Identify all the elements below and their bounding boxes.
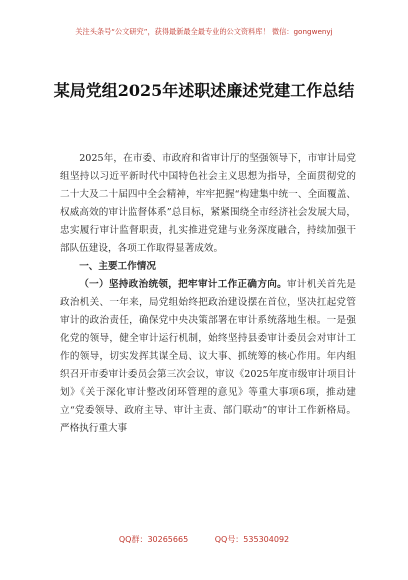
header-note: 关注头条号“公文研究”，获得最新最全最专业的公文资料库！ 微信：gongwenyj xyxy=(75,27,333,36)
sub-heading: （一）坚持政治统领，把牢审计工作正确方向。 xyxy=(79,279,288,290)
section-heading: 一、主要工作情况 xyxy=(79,261,156,272)
footer-qq-number: QQ号：535304092 xyxy=(214,535,290,544)
footer-qq-group: QQ群：30265665 xyxy=(118,535,189,544)
intro-paragraph: 2025年，在市委、市政府和省审计厅的坚强领导下，市审计局党组坚持以习近平新时代中国特色社会主义思想为指导，全面贯彻党的二十大及二十届四中全会精神，牢牢把握“构建集中统一、全面覆盖、权威高效的审计监督体系”总目标，紧紧围绕全市经济社会发展大局，忠实履行审计监督职责，扎实推进党建与业务深度融合，持续加强干部队伍建设，各项工作取得显著成效。 xyxy=(60,153,356,254)
sub-body: 审计机关首先是政治机关、一年来，局党组始终把政治建设摆在首位，坚决扛起党管审计的政治责任，确保党中央决策部署在审计系统落地生根。一是强化党的领导，健全审计运行机制，始终坚持县委审计委员会对审计工作的领导，切实发挥其谋全局、议大事、抓统筹的核心作用。年内组织召开市委审计委员会第三次会议，审议《2025年度市级审计项目计划》《关于深化审计整改闭环管理的意见》等重大事项6项，推动建立“党委领导、政府主导、审计主责、部门联动”的审计工作新格局。严格执行重大事 xyxy=(60,279,357,434)
document-body xyxy=(60,150,356,438)
page-title: 某局党组2025年述职述廉述党建工作总结 xyxy=(53,81,355,100)
footer xyxy=(0,534,408,545)
sub-paragraph xyxy=(60,276,356,438)
